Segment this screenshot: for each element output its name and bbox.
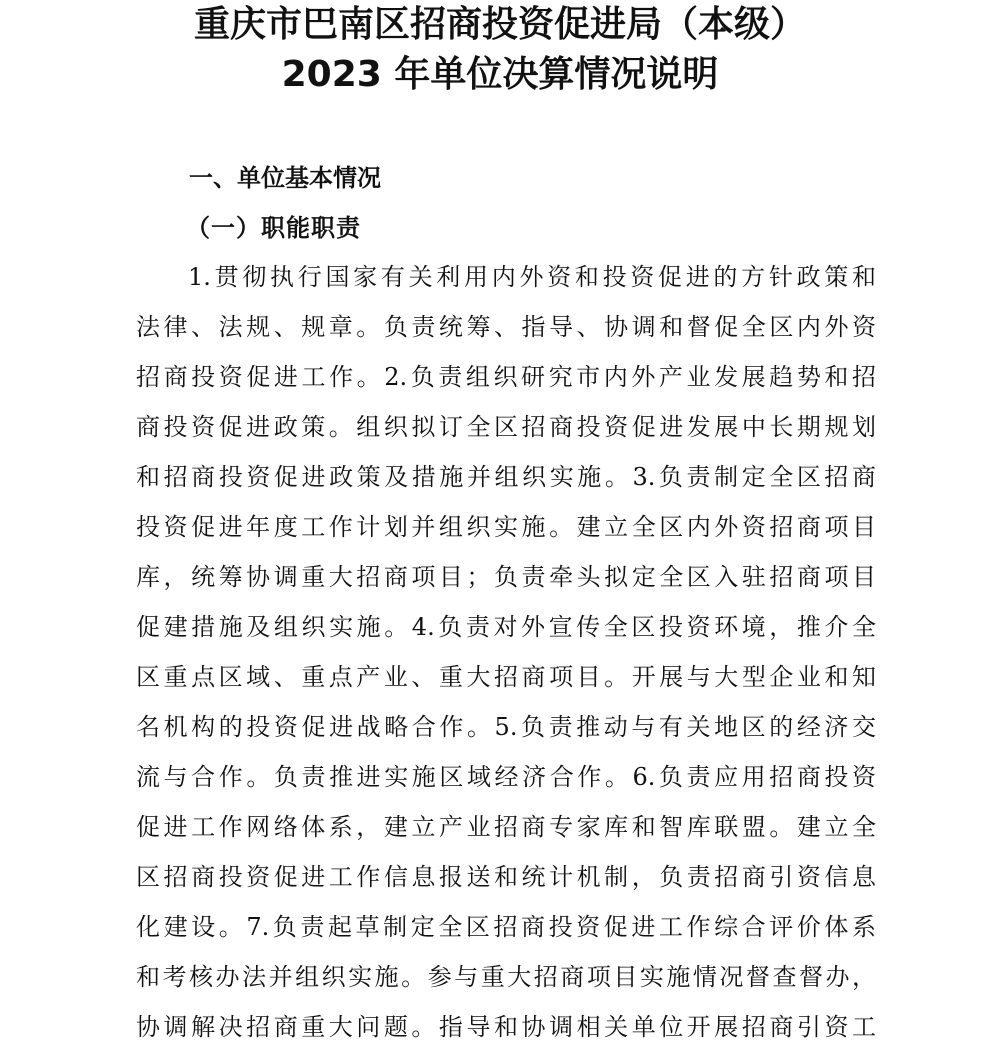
paragraph-line: 商投资促进政策。组织拟订全区招商投资促进发展中长期规划 (136, 413, 876, 441)
paragraph-line: 化建设。7.负责起草制定全区招商投资促进工作综合评价体系 (136, 913, 876, 941)
paragraph-line: 1.贯彻执行国家有关利用内外资和投资促进的方针政策和 (188, 263, 876, 291)
paragraph-line: 区招商投资促进工作信息报送和统计机制，负责招商引资信息 (136, 863, 876, 891)
paragraph-line: 区重点区域、重点产业、重大招商项目。开展与大型企业和知 (136, 663, 876, 691)
subsection-heading: （一）职能职责 (186, 213, 361, 242)
paragraph-line: 法律、法规、规章。负责统筹、指导、协调和督促全区内外资 (136, 313, 876, 341)
paragraph-line: 和招商投资促进政策及措施并组织实施。3.负责制定全区招商 (136, 463, 876, 491)
paragraph-line: 流与合作。负责推进实施区域经济合作。6.负责应用招商投资 (136, 763, 876, 791)
paragraph-line: 投资促进年度工作计划并组织实施。建立全区内外资招商项目 (136, 513, 876, 541)
paragraph-line: 名机构的投资促进战略合作。5.负责推动与有关地区的经济交 (136, 713, 876, 741)
paragraph-line: 招商投资促进工作。2.负责组织研究市内外产业发展趋势和招 (136, 363, 876, 391)
paragraph-line: 促建措施及组织实施。4.负责对外宣传全区投资环境，推介全 (136, 613, 876, 641)
document-title-line-1: 重庆市巴南区招商投资促进局（本级） (193, 4, 806, 45)
paragraph-line: 促进工作网络体系，建立产业招商专家库和智库联盟。建立全 (136, 813, 876, 841)
paragraph-line: 库，统筹协调重大招商项目；负责牵头拟定全区入驻招商项目 (136, 563, 876, 591)
paragraph-line: 协调解决招商重大问题。指导和协调相关单位开展招商引资工 (136, 1013, 876, 1041)
document-title-line-2: 2023 年单位决算情况说明 (281, 54, 719, 95)
paragraph-line: 和考核办法并组织实施。参与重大招商项目实施情况督查督办， (136, 963, 876, 991)
section-heading: 一、单位基本情况 (189, 164, 381, 192)
